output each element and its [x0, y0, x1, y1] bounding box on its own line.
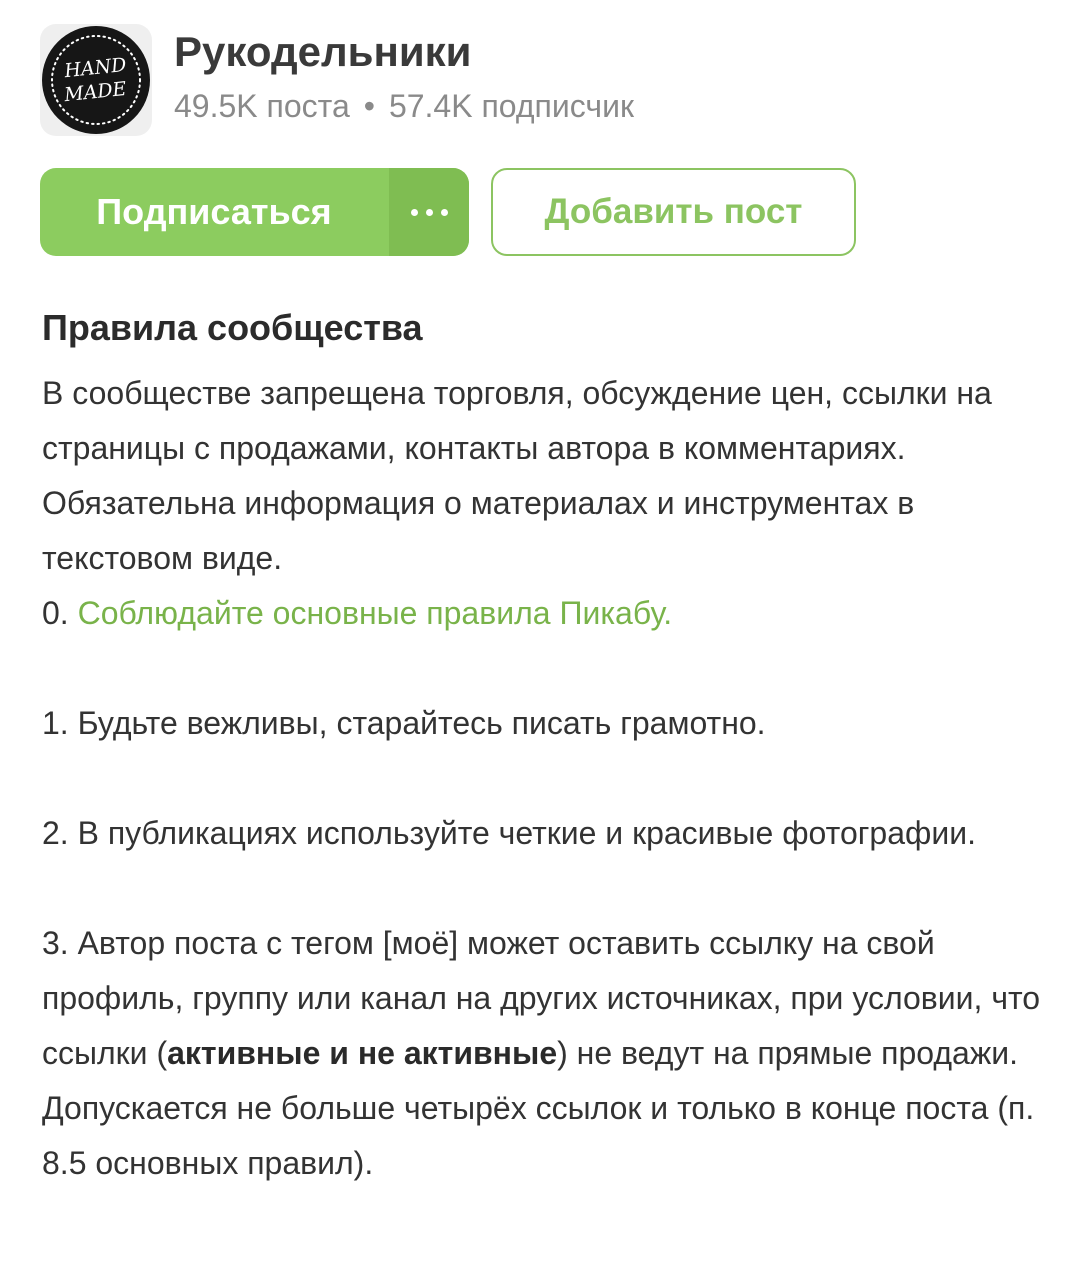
rule-3: [42, 916, 1042, 1191]
more-options-button[interactable]: [389, 168, 469, 256]
rule-2: 2. В публикациях используйте четкие и красивые фотографии.: [42, 815, 976, 851]
svg-text:HAND: HAND: [63, 53, 128, 83]
separator-dot: •: [363, 88, 375, 124]
community-actions: [40, 168, 860, 258]
rules-title: Правила сообщества: [42, 307, 423, 348]
community-rules: [42, 304, 1042, 1191]
rule-0: [42, 586, 1042, 641]
subscribe-group: [40, 168, 469, 256]
community-avatar[interactable]: [40, 24, 152, 136]
community-name[interactable]: Рукодельники: [174, 28, 472, 75]
rule-3-text-start: 3. Автор поста с тегом [моё] может оставить ссылку на свой профиль, группу или канал на других источниках, при условии, что ссылки (: [42, 925, 1041, 1071]
community-stats: [174, 88, 634, 125]
more-dots-icon: [411, 209, 448, 216]
community-header: [40, 24, 1040, 136]
posts-count: 49.5K поста: [174, 88, 350, 124]
handmade-logo: [42, 26, 150, 134]
rule-3-text-end: ) не ведут на прямые продажи. Допускается не больше четырёх ссылок и только в конце поста (п. 8.5 основных правил).: [42, 1035, 1035, 1181]
svg-text:MADE: MADE: [63, 77, 128, 107]
rule-1: 1. Будьте вежливы, старайтесь писать грамотно.: [42, 705, 766, 741]
rules-intro: В сообществе запрещена торговля, обсуждение цен, ссылки на страницы с продажами, контакты автора в комментариях. Обязательна информация о материалах и инструментах в текстовом виде.: [42, 375, 992, 576]
rule-0-number: 0.: [42, 595, 78, 631]
subscribe-button[interactable]: Подписаться: [96, 191, 332, 232]
main-rules-link[interactable]: Соблюдайте основные правила Пикабу.: [77, 595, 673, 631]
rules-body: [42, 366, 1042, 1191]
rule-3-bold: активные и не активные: [167, 1035, 558, 1071]
add-post-button[interactable]: Добавить пост: [491, 168, 856, 256]
subscribers-count: 57.4K подписчик: [388, 88, 634, 124]
